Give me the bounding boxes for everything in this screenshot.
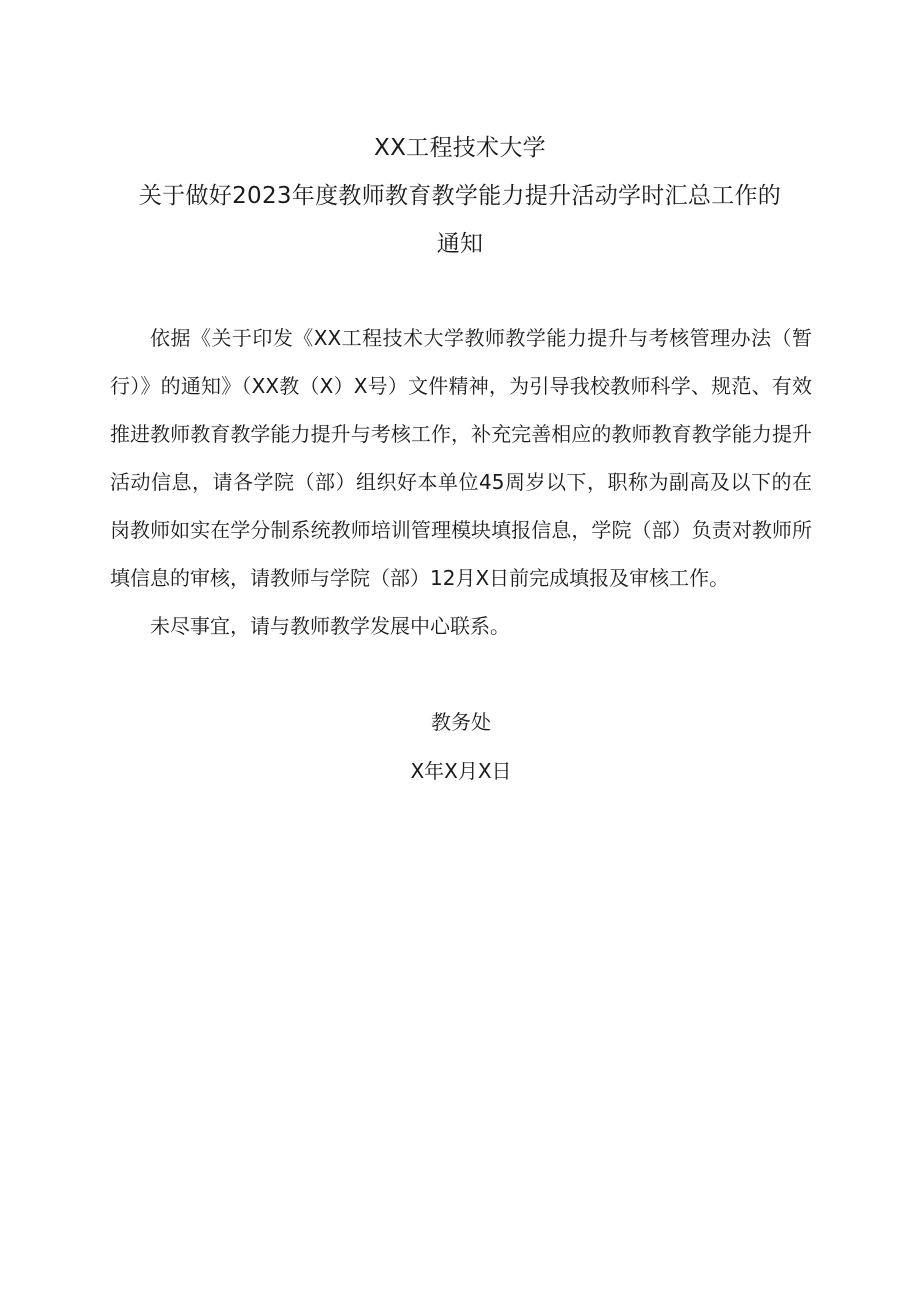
body-paragraph-contact: 未尽事宜，请与教师教学发展中心联系。 xyxy=(150,614,510,638)
title-notice: 通知 xyxy=(436,231,484,257)
title-university: XX工程技术大学 xyxy=(374,135,546,161)
title-subject: 关于做好2023年度教师教育教学能力提升活动学时汇总工作的 xyxy=(138,183,782,209)
issue-date: X年X月X日 xyxy=(410,759,512,783)
issuer-name: 教务处 xyxy=(431,710,491,734)
document-body xyxy=(110,314,812,650)
body-paragraph-main: 依据《关于印发《XX工程技术大学教师教学能力提升与考核管理办法（暂行）》的通知》（XX教（X）X号）文件精神，为引导我校教师科学、规范、有效推进教师教育教学能力提升与考核工作，补充完善相应的教师教育教学能力提升活动信息，请各学院（部）组织好本单位45周岁以下，职称为副高及以下的在岗教师如实在学分制系统教师培训管理模块填报信息，学院（部）负责对教师所填信息的审核，请教师与学院（部）12月X日前完成填报及审核工作。 xyxy=(110,326,812,590)
document-title xyxy=(110,124,810,268)
